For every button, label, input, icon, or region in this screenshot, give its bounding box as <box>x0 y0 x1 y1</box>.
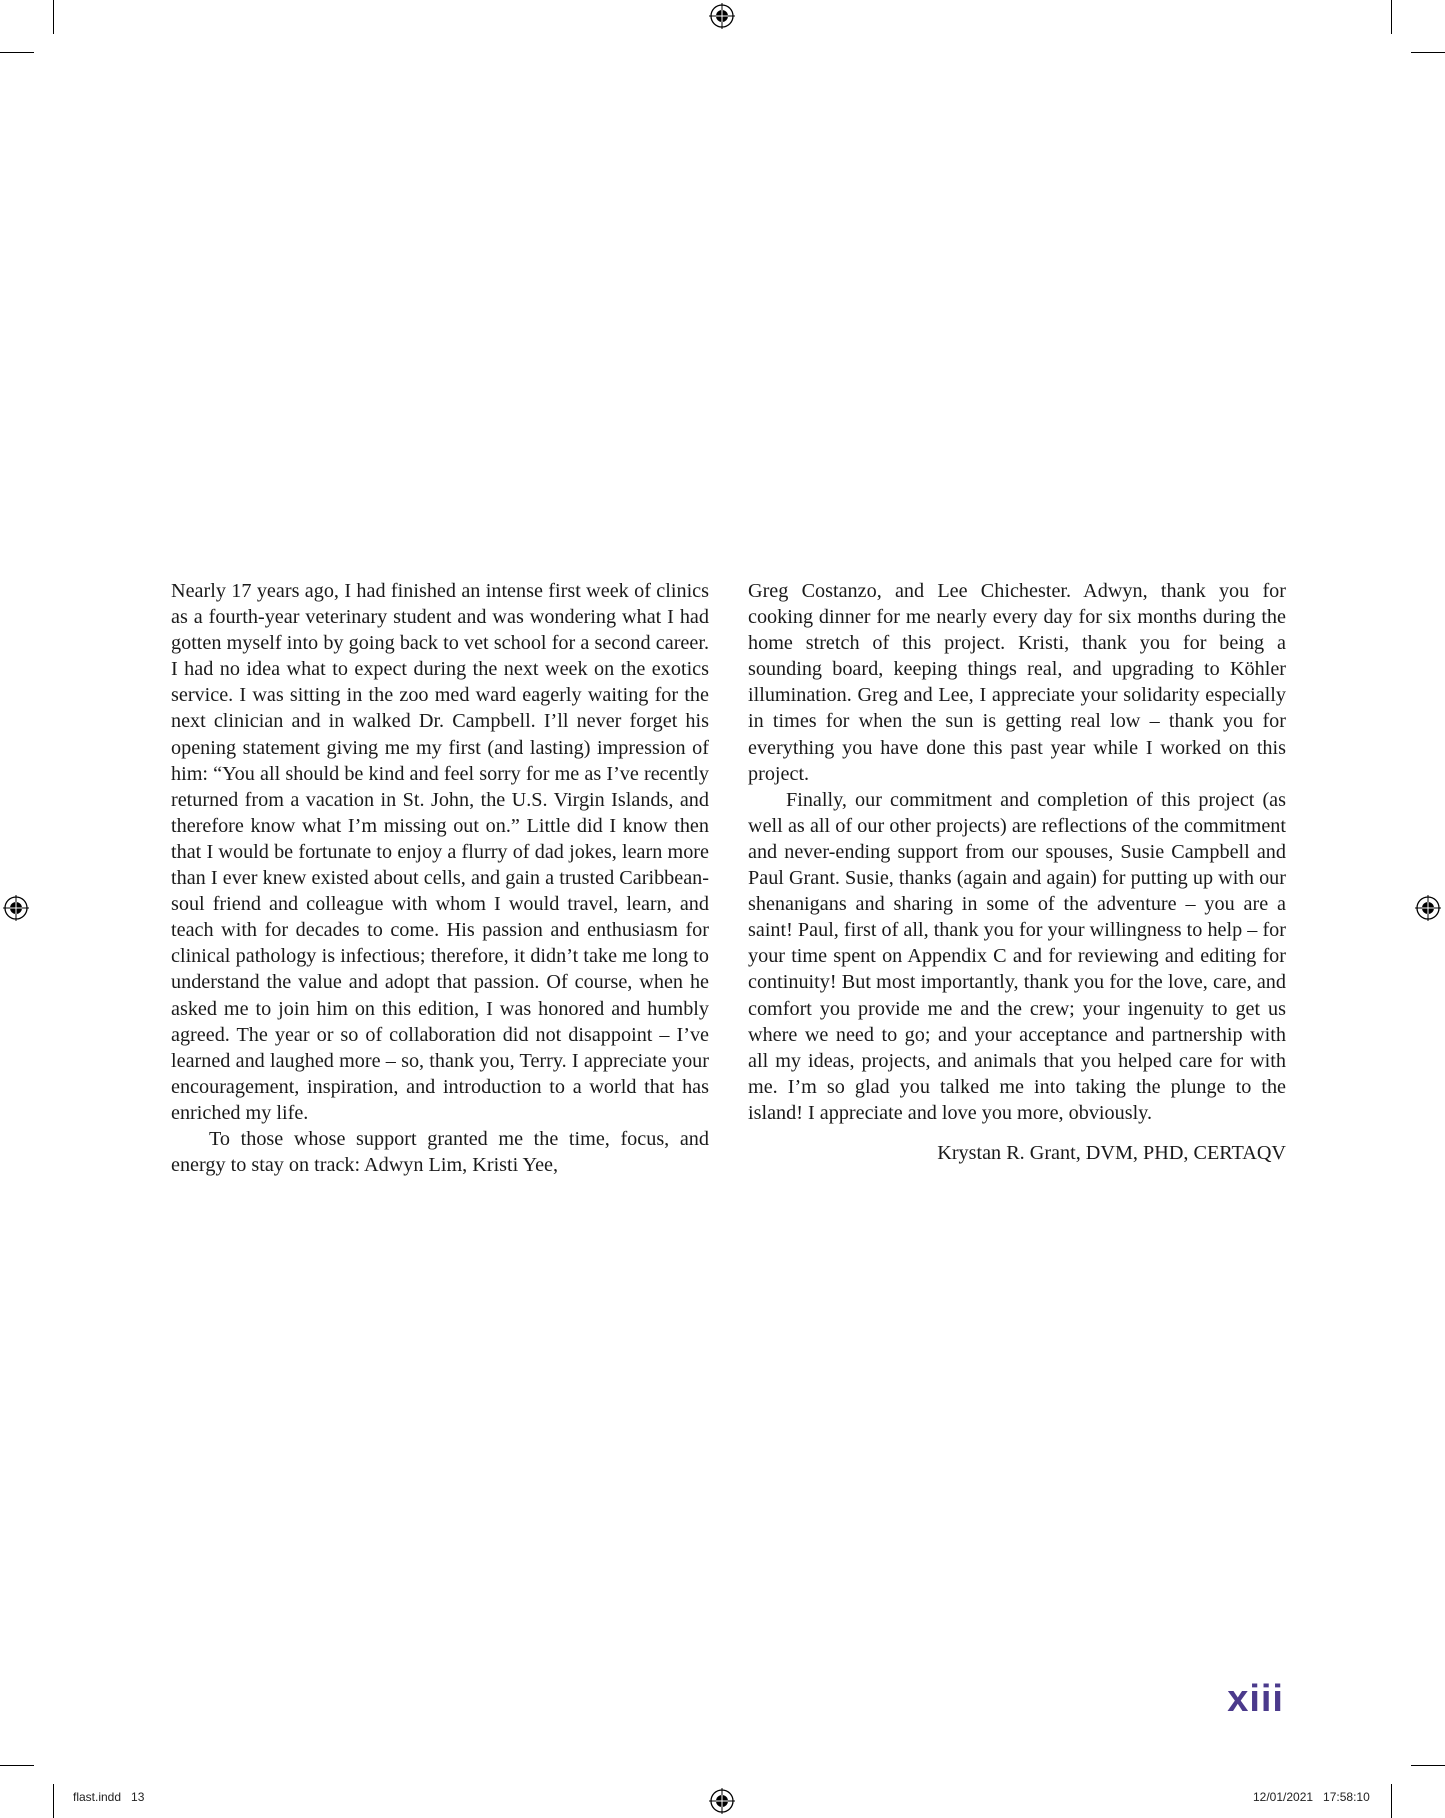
registration-mark-icon <box>3 895 29 921</box>
page-number: xiii <box>1227 1678 1284 1720</box>
slug-timestamp: 12/01/2021 17:58:10 <box>1253 1790 1370 1804</box>
registration-mark-icon <box>1415 895 1441 921</box>
crop-mark-top-left-h <box>0 52 34 53</box>
registration-mark-icon <box>709 1788 735 1814</box>
text-column-left <box>171 578 709 1178</box>
paragraph-spouses: Finally, our commitment and completion of this project (as well as all of our other projects) are reflections of the commitment and never-ending support from our spouses, Susie Campbell and Paul Grant. Susie, thanks (again and again) for putting up with our shenanigans and sharing in some of the adventure – you are a saint! Paul, first of all, thank you for your willingness to help – for your time spent on Appendix C and for reviewing and editing for continuity! But most importantly, thank you for the love, care, and comfort you provide me and the crew; your ingenuity to get us where we need to go; and your acceptance and partnership with all my ideas, projects, and animals that you helped care for with me. I’m so glad you talked me into taking the plunge to the island! I appreciate and love you more, obviously. <box>748 788 1286 1124</box>
author-signature: Krystan R. Grant, DVM, PHD, CERTAQV <box>937 1141 1286 1164</box>
slug-filename: flast.indd 13 <box>73 1790 145 1804</box>
crop-mark-top-left <box>53 0 54 34</box>
crop-mark-bottom-left <box>53 1784 54 1818</box>
crop-mark-bottom-right <box>1391 1784 1392 1818</box>
crop-mark-bottom-left-h <box>0 1765 34 1766</box>
crop-mark-top-right <box>1391 0 1392 34</box>
registration-mark-icon <box>709 3 735 29</box>
crop-mark-bottom-right-h <box>1411 1765 1445 1766</box>
paragraph-first-meeting: Nearly 17 years ago, I had finished an intense first week of clinics as a fourth-year veterinary student and was wondering what I had gotten myself into by going back to vet school for a second career. I had no idea what to expect during the next week on the exotics service. I was sitting in the zoo med ward eagerly waiting for the next clinician and in walked Dr. Campbell. I’ll never forget his opening statement giving me my first (and lasting) impression of him: “You all should be kind and feel sorry for me as I’ve recently returned from a vacation in St. John, the U.S. Virgin Islands, and therefore know what I’m missing out on.” Little did I know then that I would be fortunate to enjoy a flurry of dad jokes, learn more than I ever knew existed about cells, and gain a trusted Caribbean-soul friend and colleague with whom I would travel, learn, and teach with for decades to come. His passion and enthusiasm for clinical pathology is infectious; therefore, it didn’t take me long to understand the value and adopt that passion. Of course, when he asked me to join him on this edition, I was honored and humbly agreed. The year or so of collaboration did not disappoint – I’ve learned and laughed more – so, thank you, Terry. I appreciate your encouragement, inspiration, and introduction to a world that has enriched my life. <box>171 580 709 1124</box>
paragraph-support-continued: Greg Costanzo, and Lee Chichester. Adwyn, thank you for cooking dinner for me nearly every day for six months during the home stretch of this project. Kristi, thank you for being a sounding board, keeping things real, and upgrading to Köhler illumination. Greg and Lee, I appreciate your solidarity especially in times for when the sun is getting real low – thank you for everything you have done this past year while I worked on this project. <box>748 580 1286 785</box>
crop-mark-top-right-h <box>1411 52 1445 53</box>
text-column-right <box>748 578 1286 1166</box>
paragraph-support: To those whose support granted me the time, focus, and energy to stay on track: Adwyn Lim, Kristi Yee, <box>171 1127 709 1177</box>
